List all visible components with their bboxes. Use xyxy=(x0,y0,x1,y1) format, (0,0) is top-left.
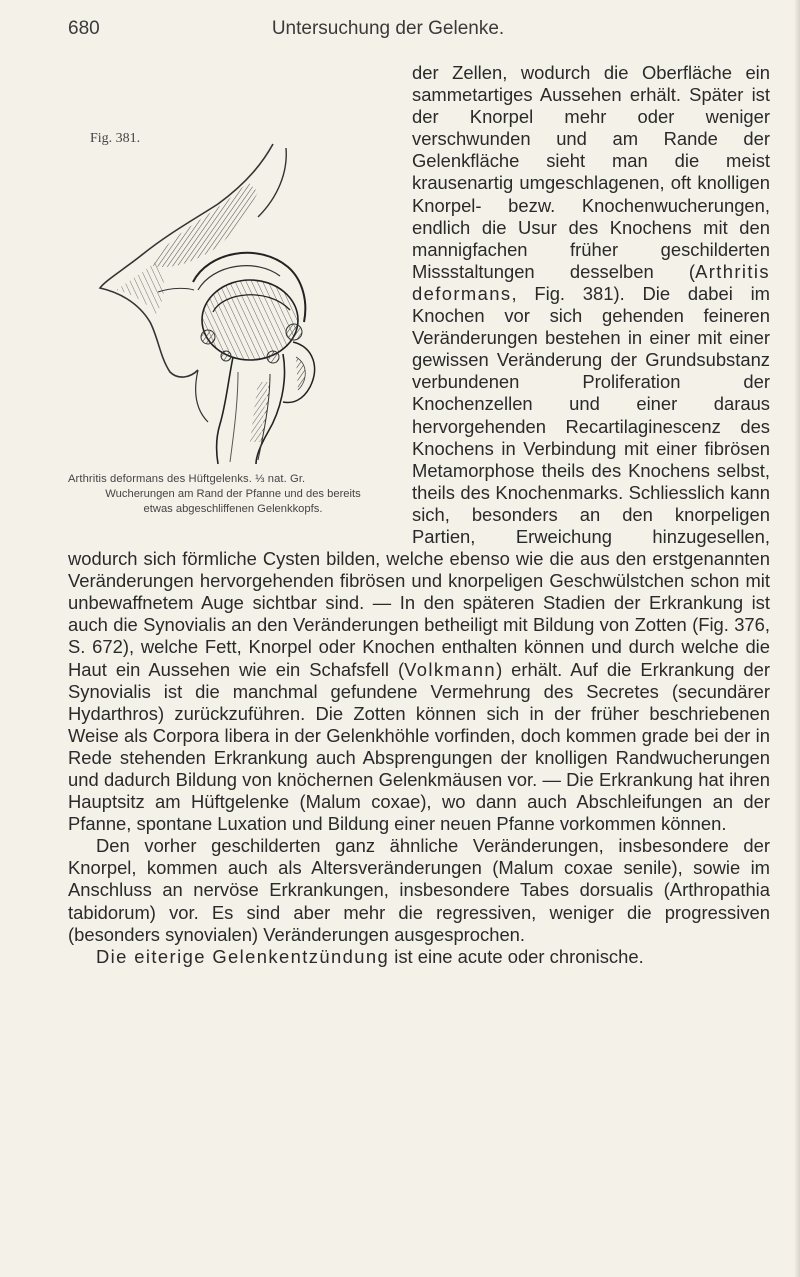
hip-joint-illustration xyxy=(98,142,378,467)
figure-label: Fig. 381. xyxy=(90,131,141,146)
caption-line-3: etwas abgeschliffenen Gelenkkopfs. xyxy=(143,503,323,515)
page-edge-shadow xyxy=(794,0,800,1277)
caption-line-2: Wucherungen am Rand der Pfanne und des bereits xyxy=(105,488,361,500)
running-title: Untersuchung der Gelenke. xyxy=(271,18,505,39)
page-number: 680 xyxy=(68,18,100,39)
name-volkmann: Volkmann xyxy=(404,658,497,680)
figure-caption xyxy=(68,472,398,517)
figure-381 xyxy=(68,62,398,530)
paragraph-1-part-c: ) erhält. Auf die Erkrankung der Synovialis ist die manchmal gefundene Vermehrung des Secretes (secundärer Hydarthros) zurückzuführen. Die Zotten können sich in der früher beschriebenen Weise als Corpora libera in der Gelenkhöhle vorfinden, doch kommen grade bei der in Rede stehenden Erkrankung auch Absprengungen der knolligen Randwucherungen und dadurch Bildung von knöchernen Gelenkmäusen vor. — Die Erkrankung hat ihren Hauptsitz am Hüftgelenke (Malum coxae), wo dann auch Abschleifungen an der Pfanne, spontane Luxation und Bildung einer neuen Pfanne vorkommen können. xyxy=(68,658,770,835)
term-eiterige-gelenkentzuendung: Die eiterige Gelenkentzündung xyxy=(96,945,390,967)
term-arthritis-deformans: Arthritis deformans xyxy=(412,260,770,304)
paragraph-3-rest: ist eine acute oder chronische. xyxy=(389,945,644,967)
paragraph-3 xyxy=(68,946,770,968)
paragraph-1-part-b: , Fig. 381). Die dabei im Knochen vor sich gehenden feineren Veränderungen bestehen in einer mit einer gewissen Veränderung der Grundsubstanz verbundenen Proliferation der Knochenzellen und einer daraus hervorgehenden Recartilaginescenz des Knochens in Verbindung mit einer fibrösen Metamorphose theils des Knochens selbst, theils des Knochenmarks. Schliesslich kann sich, besonders an den knorpeligen Partien, Erweichung hinzugesellen, wodurch sich förmliche Cysten bilden, welche ebenso wie die aus den erstgenannten Veränderungen hervorgehenden fibrösen und knorpeligen Geschwülstchen schon mit unbewaffnetem Auge sichtbar sind. — In den späteren Stadien der Erkrankung ist auch die Synovialis an den Veränderungen betheiligt mit Bildung von Zotten (Fig. 376, S. 672), welche Fett, Knorpel oder Knochen enthalten können und durch welche die Haut ein Aussehen wie ein Schafsfell ( xyxy=(68,282,770,680)
paragraph-1-part-a: der Zellen, wodurch die Oberfläche ein sammetartiges Aussehen erhält. Später ist der Knorpel mehr oder weniger verschwunden und am Rande der Gelenkfläche sieht man die meist krausenartig umgeschlagenen, oft knolligen Knorpel- bezw. Knochenwucherungen, endlich die Usur des Knochens mit den mannigfachen früher geschilderten Missstaltungen desselben ( xyxy=(412,62,770,282)
paragraph-2: Den vorher geschilderten ganz ähnliche Veränderungen, insbesondere der Knorpel, kommen auch als Altersveränderungen (Malum coxae senile), sowie im Anschluss an nervöse Erkrankungen, insbesondere Tabes dorsualis (Arthropathia tabidorum) vor. Es sind aber mehr die regressiven, weniger die progressiven (besonders synovialen) Veränderungen ausgesprochen. xyxy=(68,835,770,945)
body-text xyxy=(68,62,770,968)
caption-line-1: Arthritis deformans des Hüftgelenks. ⅓ nat. Gr. xyxy=(68,473,306,485)
page-header xyxy=(68,18,708,48)
